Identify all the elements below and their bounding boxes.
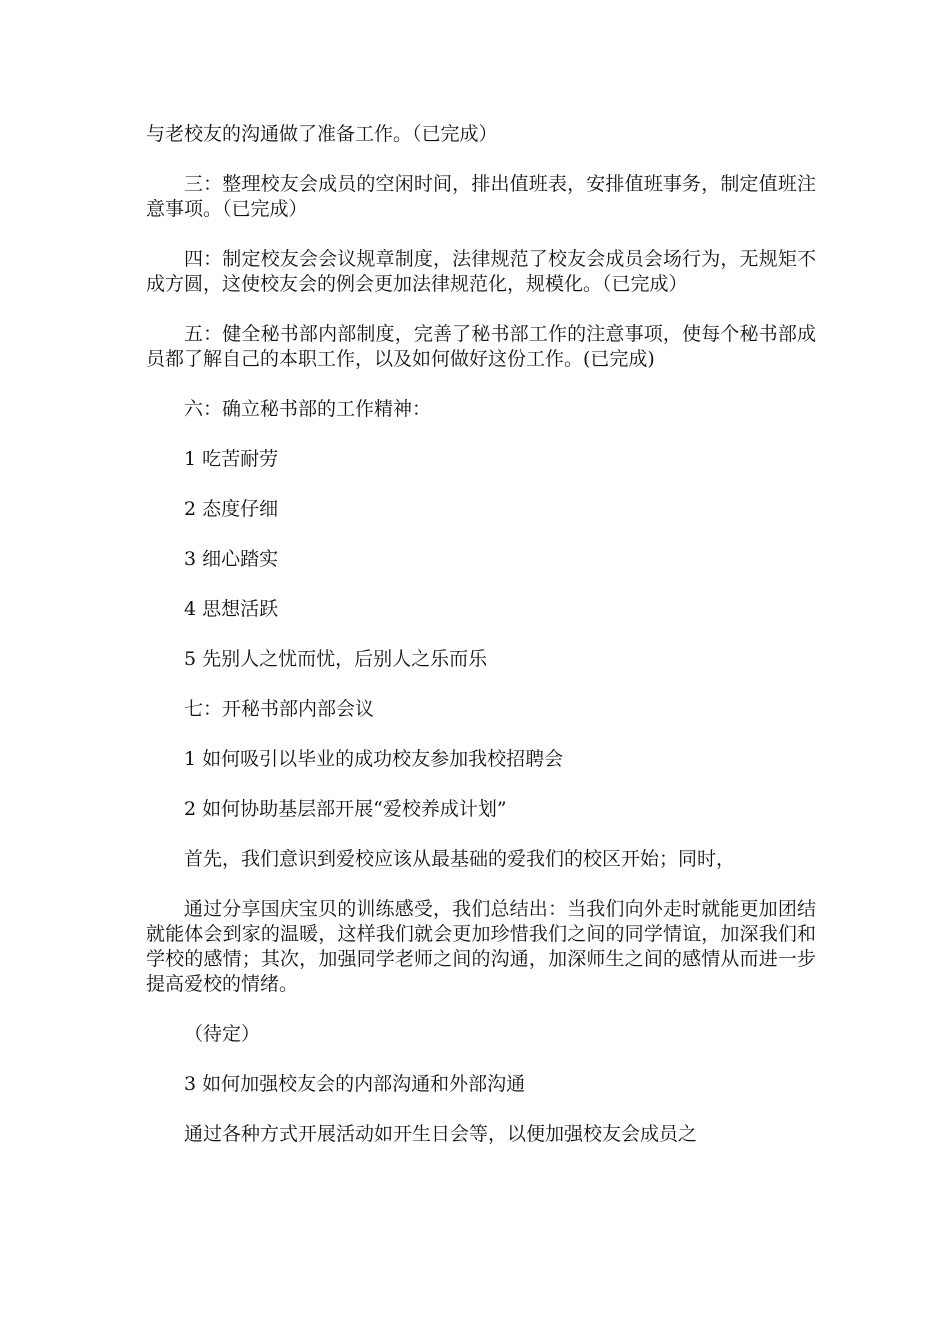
paragraph: （待定） [184,1023,261,1045]
list-item: 1 如何吸引以毕业的成功校友参加我校招聘会 [184,748,564,770]
paragraph: 六：确立秘书部的工作精神： [184,398,432,420]
paragraph: 三：整理校友会成员的空闲时间，排出值班表，安排值班事务，制定值班注意事项。（已完成） [146,173,816,220]
list-item: 3 如何加强校友会的内部沟通和外部沟通 [184,1073,526,1095]
list-item: 1 吃苦耐劳 [184,448,279,470]
paragraph: 首先，我们意识到爱校应该从最基础的爱我们的校区开始；同时， [184,848,736,870]
list-item: 4 思想活跃 [184,598,279,620]
paragraph: 通过分享国庆宝贝的训练感受，我们总结出：当我们向外走时就能更加团结就能体会到家的温暖，这样我们就会更加珍惜我们之间的同学情谊，加深我们和学校的感情；其次，加强同学老师之间的沟通，加深师生之间的感情从而进一步提高爱校的情绪。 [146,898,816,995]
list-item: 2 态度仔细 [184,498,279,520]
document-body [146,122,816,1172]
list-item: 3 细心踏实 [184,548,279,570]
paragraph: 与老校友的沟通做了准备工作。（已完成） [146,123,498,145]
list-item: 5 先别人之忧而忧，后别人之乐而乐 [184,648,488,670]
paragraph: 通过各种方式开展活动如开生日会等，以便加强校友会成员之 [184,1123,698,1145]
list-item: 2 如何协助基层部开展“爱校养成计划” [184,798,507,820]
paragraph: 四：制定校友会会议规章制度，法律规范了校友会成员会场行为，无规矩不成方圆，这使校友会的例会更加法律规范化，规模化。（已完成） [146,248,816,295]
paragraph: 五：健全秘书部内部制度，完善了秘书部工作的注意事项，使每个秘书部成员都了解自己的本职工作，以及如何做好这份工作。(已完成) [146,323,816,370]
paragraph: 七：开秘书部内部会议 [184,698,375,720]
